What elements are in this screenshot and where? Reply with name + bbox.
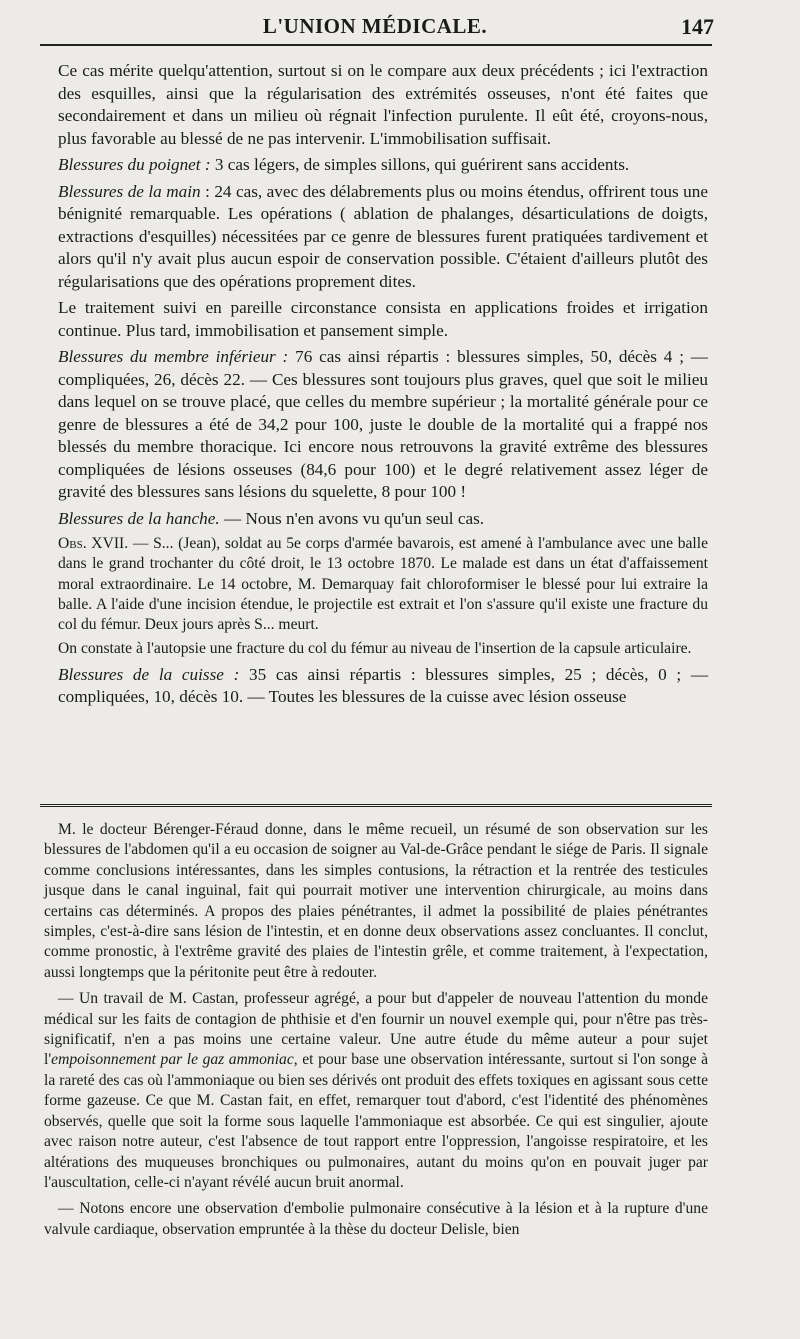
paragraph — [58, 297, 708, 342]
header-rule — [40, 44, 712, 46]
paragraph — [58, 60, 708, 150]
section-divider — [40, 804, 712, 811]
paragraph-text: — Un travail de M. Castan, professeur agrégé, a pour but d'appeler de nouveau l'attention du monde médical sur les faits de contagion de phthisie et d'en fournir un nouvel exemple qui, pour n'être pas très-significatif, n'en a pas moins une certaine valeur. Une autre étude du même auteur a pour sujet l' — [44, 990, 708, 1069]
paragraph-text: M. le docteur Bérenger-Féraud donne, dans le même recueil, un résumé de son observation sur les blessures de l'abdomen qu'il a eu occasion de soigner au Val-de-Grâce pendant le siége de Paris. Il signale comme conclusions intéressantes, dans les simples contusions, la rétraction et la rentrée des testicules jusque dans le canal inguinal, fait qui pourrait motiver une intervention chirurgicale, au moins dans certains cas déterminés. A propos des plaies pénétrantes, il admet la possibilité de plaies pénétrantes simples, c'est-à-dire sans lésion de l'intestin, et en donne deux observations assez concluantes. Il conclut, comme pronostic, à l'extrême gravité des plaies de l'intestin grêle, et comme traitement, à l'expectation, aussi longtemps que la péritonite peut être à redouter. — [44, 821, 708, 981]
paragraph-text: Ce cas mérite quelqu'attention, surtout si on le compare aux deux précédents ; ici l'extraction des esquilles, ainsi que la régularisation des extrémités osseuses, n'ont été faites que secondairement et dans un milieu où régnait l'infection purulente. Il eût été, croyons-nous, plus favorable au blessé de ne pas intervenir. L'immobilisation suffisait. — [58, 61, 708, 148]
observation — [58, 639, 708, 659]
main-text — [58, 60, 708, 713]
running-title: L'UNION MÉDICALE. — [262, 14, 488, 38]
paragraph-text: , et pour base une observation intéressante, surtout si l'on songe à la rareté des cas où l'ammoniaque ou bien ses dérivés ont produit des effets toxiques en agissant sous cette forme gazeuse. Ce que M. Castan fait, en effet, remarquer tout d'abord, c'est l'identité des phénomènes observés, quelle que soit la forme sous laquelle l'ammoniaque est absorbée. Ce qui est singulier, ajoute avec raison notre auteur, c'est l'absence de tout rapport entre l'oppression, l'angoisse respiratoire, et les altérations des muqueuses bronchiques ou pulmonaires, autant du moins qu'on en pouvait juger par l'auscultation, celle-ci n'ayant révélé aucun bruit anormal. — [44, 1051, 709, 1191]
section-heading: Blessures de la cuisse : — [58, 664, 240, 684]
paragraph-text: : 24 cas, avec des délabrements plus ou moins étendus, offrirent tous une bénignité remarquable. Les opérations ( ablation de phalanges, désarticulations de doigts, extractions d'esquilles) nécessitées par ce genre de blessures furent pratiquées tardivement et alors qu'il n'y avait plus aucun espoir de conservation possible. C'étaient d'ailleurs plutôt des régularisations que des opérations proprement dites. — [58, 181, 708, 291]
paragraph-text: — S... (Jean), soldat au 5e corps d'armée bavarois, est amené à l'ambulance avec une balle dans le grand trochanter du côté droit, le 13 octobre 1870. Le malade est dans un état d'affaissement moral extraordinaire. Le 14 octobre, M. Demarquay fait chloroformiser le blessé pour lui extraire la balle. A l'aide d'une incision étendue, le projectile est extrait et l'on s'assure qu'il existe une fracture du col du fémur. Deux jours après S... meurt. — [58, 535, 709, 634]
note-paragraph — [44, 989, 708, 1193]
section-heading: Blessures du poignet : — [58, 155, 211, 174]
paragraph — [58, 154, 708, 177]
paragraph-text: — Notons encore une observation d'embolie pulmonaire consécutive à la lésion et à la rupture d'une valvule cardiaque, observation empruntée à la thèse du docteur Delisle, bien — [44, 1200, 708, 1238]
section-heading: Blessures de la main — [58, 181, 201, 201]
paragraph-text: On constate à l'autopsie une fracture du col du fémur au niveau de l'insertion de la capsule articulaire. — [58, 640, 692, 658]
note-paragraph — [44, 1199, 708, 1240]
note-paragraph — [44, 820, 708, 983]
paragraph-text: — Nous n'en avons vu qu'un seul cas. — [219, 508, 485, 528]
italic-phrase: empoisonnement par le gaz ammoniac — [51, 1051, 294, 1069]
paragraph-text: 76 cas ainsi répartis : blessures simples, 50, décès 4 ; — compliquées, 26, décès 22. — Ces blessures sont toujours plus graves, quel que soit le milieu dans lequel on se trouve placé, que celles du membre supérieur ; la mortalité générale pour ce genre de blessures a été de 34,2 pour 100, juste le double de la mortalité qui a frappé nos blessés du membre thoracique. Ici encore nous retrouvons la gravité extrême des blessures compliquées de lésions osseuses (84,6 pour 100) et le degré relativement assez léger de gravité des blessures sans lésions du squelette, 8 pour 100 ! — [58, 347, 708, 501]
paragraph — [58, 181, 708, 294]
paragraph-text: Le traitement suivi en pareille circonstance consista en applications froides et irrigation continue. Plus tard, immobilisation et pansement simple. — [58, 298, 708, 340]
page-number: 147 — [681, 14, 714, 39]
paragraph — [58, 508, 708, 531]
section-heading: Blessures de la hanche. — [58, 508, 220, 528]
paragraph — [58, 346, 708, 504]
paragraph-text: 3 cas légers, de simples sillons, qui guérirent sans accidents. — [210, 155, 630, 174]
running-header — [40, 14, 714, 46]
observation — [58, 534, 708, 635]
paragraph-text: 35 cas ainsi répartis : blessures simples, 25 ; décès, 0 ; — compliquées, 10, décès 10. — Toutes les blessures de la cuisse avec lésion osseuse — [58, 664, 709, 707]
paragraph — [58, 664, 708, 709]
notes-column — [44, 820, 708, 1246]
observation-heading: Obs. XVII. — [58, 535, 129, 552]
section-heading: Blessures du membre inférieur : — [58, 347, 289, 366]
